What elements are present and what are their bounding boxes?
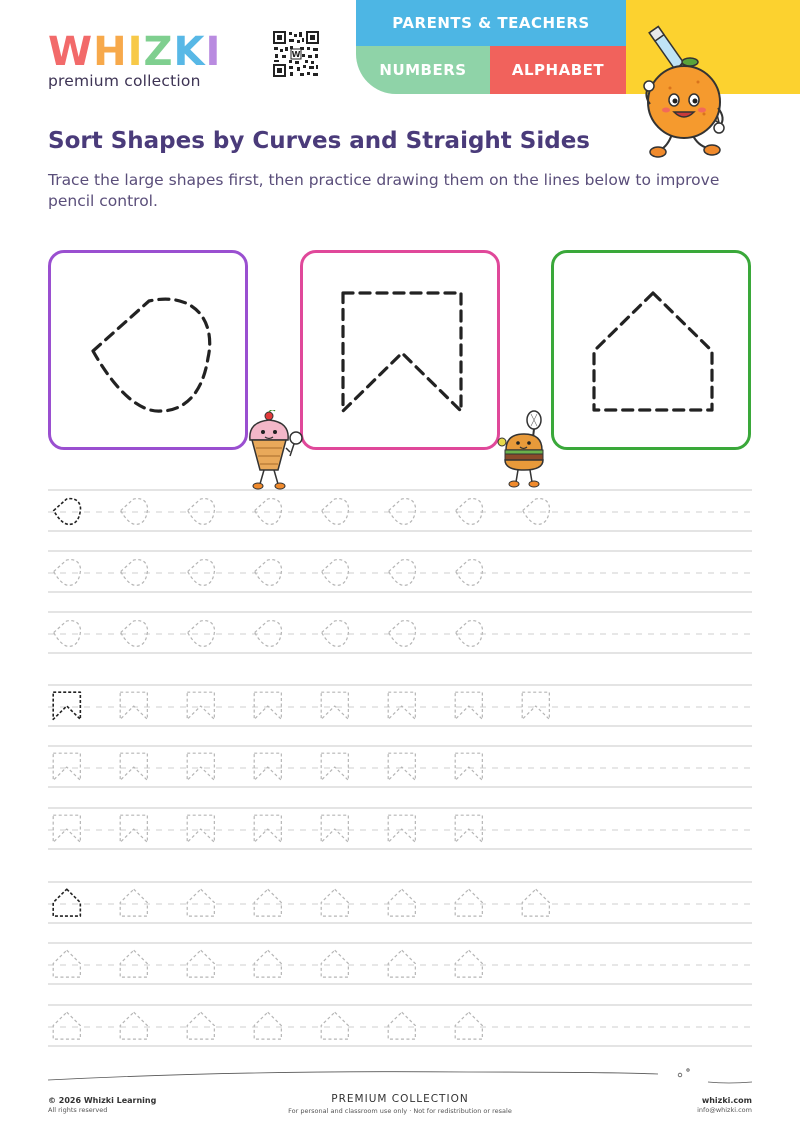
teardrop-trace-shape[interactable] (523, 499, 550, 525)
teardrop-trace-shape[interactable] (456, 499, 483, 525)
bookmark-trace-shape[interactable] (254, 753, 281, 780)
house-trace-shape[interactable] (53, 889, 80, 916)
house-trace-shape[interactable] (254, 950, 281, 977)
bookmark-trace-shape[interactable] (522, 692, 549, 719)
logo-letter: W (48, 29, 94, 75)
teardrop-trace-shape[interactable] (389, 499, 416, 525)
logo-letter: Z (143, 29, 174, 75)
teardrop-trace-shape[interactable] (456, 621, 483, 647)
teardrop-trace-shape[interactable] (54, 560, 81, 586)
house-trace-shape[interactable] (254, 1012, 281, 1039)
teardrop-trace-shape[interactable] (389, 621, 416, 647)
house-trace-shape[interactable] (388, 889, 415, 916)
practice-row[interactable] (48, 882, 752, 923)
house-trace-shape[interactable] (120, 1012, 147, 1039)
practice-row[interactable] (48, 808, 752, 849)
house-trace-shape[interactable] (53, 950, 80, 977)
teardrop-trace-shape[interactable] (188, 499, 215, 525)
logo-letter: H (93, 29, 128, 75)
bookmark-trace-shape[interactable] (455, 692, 482, 719)
svg-text:W: W (291, 50, 301, 59)
bookmark-trace-shape[interactable] (53, 815, 80, 842)
bookmark-trace-shape[interactable] (120, 815, 147, 842)
practice-row[interactable] (48, 612, 752, 653)
bookmark-trace-shape[interactable] (187, 815, 214, 842)
nav-parents-teachers[interactable]: PARENTS & TEACHERS (356, 0, 626, 46)
practice-row[interactable] (48, 685, 752, 726)
house-trace-shape[interactable] (187, 950, 214, 977)
bookmark-trace-shape[interactable] (120, 692, 147, 719)
house-trace-shape[interactable] (455, 1012, 482, 1039)
bookmark-trace-shape[interactable] (321, 692, 348, 719)
bookmark-trace-shape[interactable] (120, 753, 147, 780)
house-trace-shape[interactable] (388, 950, 415, 977)
footer-usage-notice: For personal and classroom use only · Not for redistribution or resale (288, 1107, 512, 1115)
bookmark-trace-shape[interactable] (388, 815, 415, 842)
teardrop-trace-shape[interactable] (322, 499, 349, 525)
logo-letter: I (127, 29, 144, 75)
bookmark-trace-shape[interactable] (53, 753, 80, 780)
logo-subtitle: premium collection (48, 72, 201, 90)
logo-letter: K (173, 29, 206, 75)
footer-website-link[interactable]: whizki.com (701, 1096, 752, 1105)
house-trace-shape[interactable] (455, 889, 482, 916)
bookmark-trace-shape[interactable] (187, 692, 214, 719)
page-title: Sort Shapes by Curves and Straight Sides (48, 128, 590, 154)
teardrop-trace-shape[interactable] (54, 621, 81, 647)
house-trace-shape[interactable] (120, 950, 147, 977)
house-trace-shape[interactable] (321, 950, 348, 977)
teardrop-trace-shape[interactable] (389, 560, 416, 586)
practice-row[interactable] (48, 1005, 752, 1046)
footer-copyright: © 2026 Whizki Learning (48, 1096, 157, 1105)
bookmark-trace-shape[interactable] (388, 692, 415, 719)
logo-letter: I (205, 29, 222, 75)
house-trace-shape[interactable] (53, 1012, 80, 1039)
teardrop-trace-shape[interactable] (121, 621, 148, 647)
house-trace-shape[interactable] (321, 889, 348, 916)
bookmark-trace-shape[interactable] (388, 753, 415, 780)
bookmark-trace-shape[interactable] (254, 815, 281, 842)
bookmark-trace-shape[interactable] (254, 692, 281, 719)
teardrop-trace-shape[interactable] (456, 560, 483, 586)
bookmark-trace-shape[interactable] (53, 692, 80, 719)
teardrop-trace-shape[interactable] (188, 621, 215, 647)
teardrop-trace-shape[interactable] (322, 621, 349, 647)
footer-rights: All rights reserved (48, 1106, 108, 1114)
practice-row[interactable] (48, 943, 752, 984)
house-trace-shape[interactable] (321, 1012, 348, 1039)
bookmark-trace-shape[interactable] (455, 753, 482, 780)
teardrop-trace-shape[interactable] (255, 621, 282, 647)
bookmark-trace-shape[interactable] (455, 815, 482, 842)
nav-alphabet[interactable]: ALPHABET (490, 46, 626, 94)
teardrop-trace-shape[interactable] (121, 560, 148, 586)
practice-row[interactable] (48, 490, 752, 531)
teardrop-trace-shape[interactable] (188, 560, 215, 586)
page-instructions: Trace the large shapes first, then practice drawing them on the lines below to improve pencil control. (48, 171, 720, 210)
bookmark-trace-shape[interactable] (187, 753, 214, 780)
house-trace-shape[interactable] (120, 889, 147, 916)
teardrop-trace-shape[interactable] (54, 499, 81, 525)
house-trace-shape[interactable] (455, 950, 482, 977)
house-trace-shape[interactable] (388, 1012, 415, 1039)
house-trace-shape[interactable] (522, 889, 549, 916)
teardrop-trace-shape[interactable] (255, 560, 282, 586)
teardrop-trace-shape[interactable] (255, 499, 282, 525)
bookmark-trace-shape[interactable] (321, 753, 348, 780)
house-trace-shape[interactable] (254, 889, 281, 916)
house-trace-shape[interactable] (187, 889, 214, 916)
footer-divider (48, 1066, 752, 1086)
nav-numbers[interactable]: NUMBERS (356, 46, 490, 94)
footer-collection: PREMIUM COLLECTION (331, 1093, 469, 1105)
teardrop-trace-shape[interactable] (121, 499, 148, 525)
house-trace-shape[interactable] (187, 1012, 214, 1039)
practice-row[interactable] (48, 551, 752, 592)
teardrop-trace-shape[interactable] (322, 560, 349, 586)
footer-email-link[interactable]: info@whizki.com (697, 1106, 752, 1114)
practice-row[interactable] (48, 746, 752, 787)
bookmark-trace-shape[interactable] (321, 815, 348, 842)
